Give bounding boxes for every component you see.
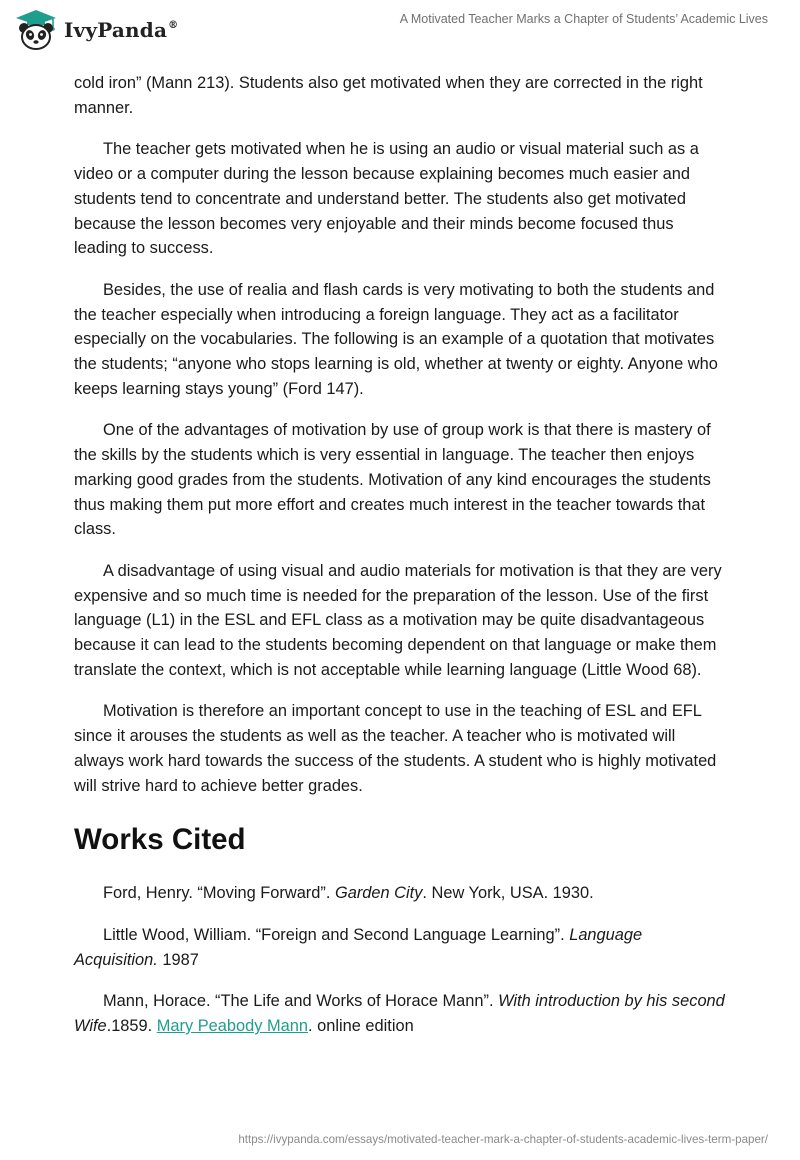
- document-title: A Motivated Teacher Marks a Chapter of Students’ Academic Lives: [399, 12, 768, 26]
- page-header: [0, 0, 800, 64]
- body-paragraph: The teacher gets motivated when he is using an audio or visual material such as a video or a computer during the lesson because explaining becomes much easier and students tend to concentrate and understand better. The students also get motivated because the lesson becomes very enjoyable and their minds become focused thus leading to success.: [74, 140, 699, 258]
- footer-url: https://ivypanda.com/essays/motivated-teacher-mark-a-chapter-of-students-academic-lives-term-paper/: [238, 1133, 768, 1146]
- ivypanda-logo[interactable]: [14, 8, 178, 52]
- works-cited-heading: Works Cited: [74, 823, 246, 857]
- body-paragraph: A disadvantage of using visual and audio materials for motivation is that they are very expensive and so much time is needed for the preparation of the lesson. Use of the first language (L1) in the ESL and EFL class as a motivation may be quite disadvantageous because it can lead to the students becoming dependent on that language or make them translate the context, which is not acceptable while learning language (Little Wood 68).: [74, 561, 722, 679]
- citation-entry: Little Wood, William. “Foreign and Second Language Learning”. Language Acquisition. 1987: [74, 925, 643, 969]
- citation-entry: Mann, Horace. “The Life and Works of Horace Mann”. With introduction by his second Wife.1859. Mary Peabody Mann. online edition: [74, 992, 725, 1036]
- body-paragraph: Besides, the use of realia and flash cards is very motivating to both the students and the teacher especially when introducing a foreign language. They act as a facilitator especially on the vocabularies. The following is an example of a quotation that motivates the students; “anyone who stops learning is old, whether at twenty or eighty. Anyone who keeps learning stays young” (Ford 147).: [74, 280, 718, 398]
- citation-entry: Ford, Henry. “Moving Forward”. Garden City. New York, USA. 1930.: [103, 884, 594, 903]
- body-paragraph: cold iron” (Mann 213). Students also get motivated when they are corrected in the right manner.: [74, 74, 703, 117]
- body-paragraph: Motivation is therefore an important concept to use in the teaching of ESL and EFL since it arouses the students as well as the teacher. A teacher who is motivated will always work hard towards the success of the students. A student who is highly motivated will strive hard to achieve better grades.: [74, 702, 717, 795]
- citation-link[interactable]: Mary Peabody Mann: [156, 1017, 309, 1036]
- panda-graduate-icon: [14, 8, 58, 52]
- body-paragraph: One of the advantages of motivation by use of group work is that there is mastery of the skills by the students which is very essential in language. The teacher then enjoys marking good grades from the students. Motivation of any kind encourages the students thus making them put more effort and creates much interest in the teacher towards that class.: [74, 421, 711, 539]
- brand-name: IvyPanda®: [64, 18, 179, 42]
- essay-body: [74, 71, 726, 1056]
